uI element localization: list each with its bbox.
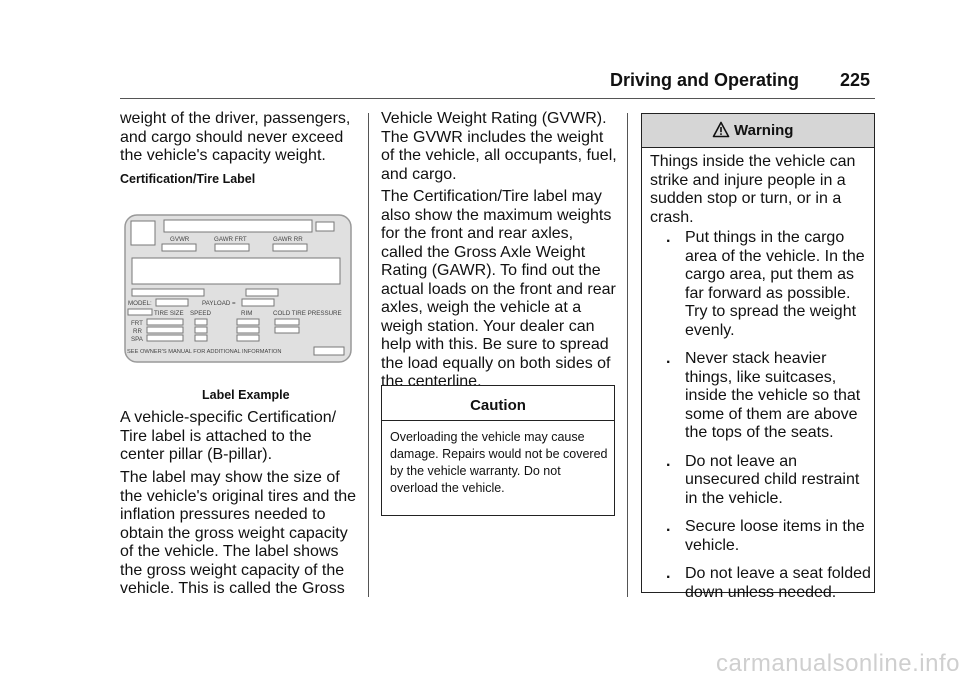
rr-text: RR — [133, 328, 142, 335]
warning-bullet-text: Secure loose items in the vehicle. — [685, 518, 865, 554]
gawr-frt-text: GAWR FRT — [214, 236, 247, 243]
payload-text: PAYLOAD = — [202, 300, 236, 307]
caution-title: Caution — [470, 397, 526, 414]
caution-divider — [382, 420, 614, 421]
bullet-marker: . — [666, 229, 671, 246]
svg-text:FRT RR SPA — [131, 320, 145, 343]
paragraph-gvwr: Vehicle Weight Rating (GVWR). The GVWR includes the weight of the vehicle, all occupants, fuel, and cargo. — [381, 110, 617, 183]
svg-text:TIRE SIZE SPEED RIM — [154, 310, 342, 317]
bullet-marker: . — [666, 518, 671, 535]
bullet-marker: . — [666, 452, 671, 470]
gawr-rr-text: GAWR RR — [273, 236, 303, 243]
warning-bullet — [650, 518, 872, 555]
watermark: carmanualsonline.info — [716, 650, 960, 677]
column-divider-left — [368, 113, 369, 597]
warning-title: Warning — [734, 122, 794, 139]
frt-text: FRT — [131, 320, 143, 327]
caution-text: Overloading the vehicle may cause damage. Repairs would not be covered by the vehicle warranty. Do not overload the vehicle. — [390, 430, 608, 495]
tire-size-row-field — [128, 309, 152, 315]
warning-bullet — [650, 453, 872, 509]
warning-intro: Things inside the vehicle can strike and injure people in a sudden stop or turn, or in a crash. — [650, 153, 856, 226]
label-footer-text: SEE OWNER'S MANUAL FOR ADDITIONAL INFORMATION — [127, 349, 282, 355]
warning-bullet — [650, 229, 872, 340]
svg-text:GVWR GAWR FRT GAWR RR — [170, 236, 303, 243]
warning-bullet-text: Do not leave a seat folded down unless needed. — [685, 565, 871, 601]
warning-bullet — [650, 565, 872, 602]
paragraph-gawr: The Certification/Tire label may also show the maximum weights for the front and rear axles, called the Gross Axle Weight Rating (GAWR). To find out the actual loads on the front and rear axles, weigh the vehicle at a weigh station. Your dealer can help with this. Be sure to spread the load equally on both sides of the centerline. — [381, 188, 616, 390]
rim-text: RIM — [241, 310, 253, 317]
gvwr-text: GVWR — [170, 236, 190, 243]
header-divider — [120, 98, 875, 99]
figure-heading: Certification/Tire Label — [120, 172, 256, 186]
bullet-marker: . — [666, 565, 671, 582]
tire-size-text: TIRE SIZE — [154, 310, 184, 317]
figure-caption: Label Example — [202, 388, 290, 402]
intro-paragraph: weight of the driver, passengers, and cargo should never exceed the vehicle's capacity weight. — [120, 110, 351, 164]
warning-bullet-list — [650, 229, 872, 612]
warning-bullet-text: Never stack heavier things, like suitcases, inside the vehicle so that some of them are above the tops of the seats. — [685, 350, 861, 441]
warning-bullet-text: Put things in the cargo area of the vehicle. In the cargo area, put them as far forward as possible. Try to spread the weight evenly. — [685, 229, 865, 339]
bullet-marker: . — [666, 350, 671, 367]
warning-triangle-icon — [712, 121, 730, 138]
gawr-frt-field — [215, 244, 249, 251]
payload-field — [242, 299, 274, 306]
label-footer-field — [314, 347, 344, 355]
certification-label-diagram — [120, 210, 356, 368]
warning-header — [642, 114, 874, 148]
warning-bullet — [650, 350, 872, 443]
model-field — [156, 299, 188, 306]
paragraph-label-contents: The label may show the size of the vehicle's original tires and the inflation pressures needed to obtain the gross weight capacity of the vehicle. The label shows the gross weight capacity of the vehicle. This is called the Gross — [120, 469, 357, 597]
label-mid-field-right — [246, 289, 278, 296]
label-mid-field-left — [132, 289, 204, 296]
paragraph-label-location: A vehicle-specific Certification/ Tire label is attached to the center pillar (B-pillar). — [120, 409, 337, 463]
gvwr-field — [162, 244, 196, 251]
caution-box — [381, 385, 615, 516]
warning-bullet-text: Do not leave an unsecured child restraint in the vehicle. — [685, 452, 860, 507]
warning-box — [641, 113, 875, 601]
section-title: Driving and Operating — [610, 70, 800, 90]
gawr-rr-field — [273, 244, 307, 251]
cold-tire-pressure-text: COLD TIRE PRESSURE — [273, 310, 342, 317]
speed-text: SPEED — [190, 310, 211, 317]
spa-text: SPA — [131, 336, 143, 343]
page-number: 225 — [840, 70, 871, 90]
label-large-field — [132, 258, 340, 284]
label-corner-box — [131, 221, 155, 245]
model-text: MODEL: — [128, 300, 152, 307]
label-top-small-field — [316, 222, 334, 231]
label-top-field — [164, 220, 312, 232]
column-divider-right — [627, 113, 628, 597]
